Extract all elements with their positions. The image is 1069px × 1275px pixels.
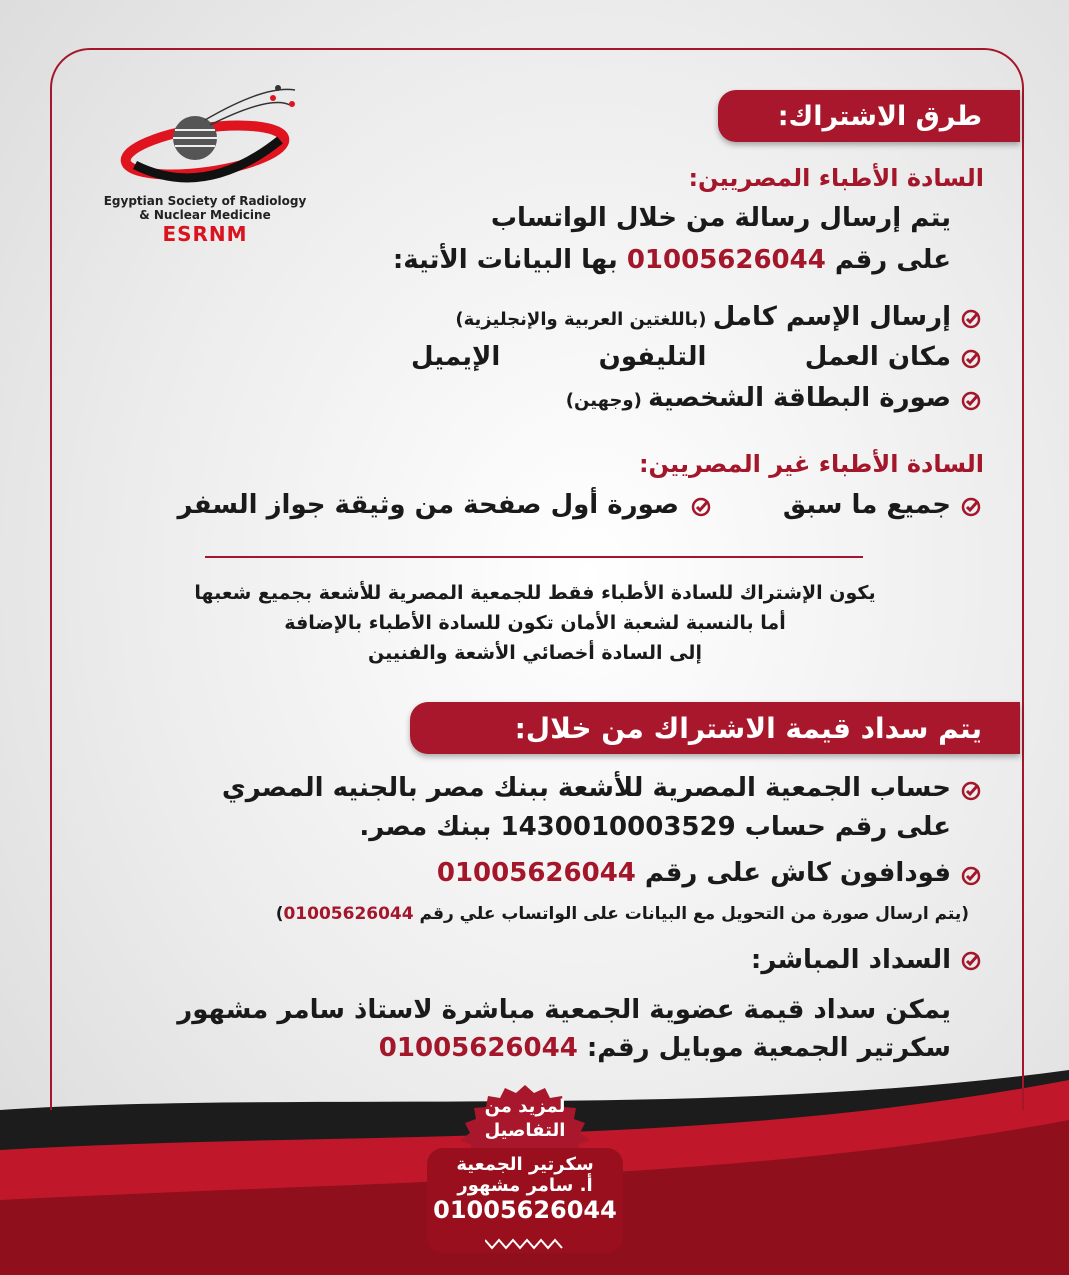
item-email: الإيميل [411,342,501,372]
notice-text [100,578,970,668]
contact-phone: 01005626044 [433,1196,617,1224]
intro-text-post: بها البيانات الأتية: [392,245,627,275]
seal-line-1: لمزيد من [484,1096,566,1117]
heading-egyptian-doctors: السادة الأطباء المصريين: [688,164,984,192]
seal-text [458,1095,592,1143]
item-note: (وجهين) [565,390,649,411]
logo-emblem-icon [95,80,315,190]
item-passport: صورة أول صفحة من وثيقة جواز السفر [177,490,679,520]
item-text: صورة البطاقة الشخصية [648,383,951,413]
notice-line: يكون الإشتراك للسادة الأطباء فقط للجمعية المصرية للأشعة بجميع شعبها [194,582,876,604]
transfer-phone: 01005626044 [283,904,414,924]
vodafone-text: فودافون كاش على رقم [635,858,951,888]
heading-foreign-doctors: السادة الأطباء غير المصريين: [638,450,984,478]
direct-payment-heading: السداد المباشر: [750,945,951,975]
item-work: مكان العمل [804,342,951,372]
check-icon [960,780,982,802]
contact-role: سكرتير الجمعية [456,1154,594,1175]
check-icon [960,865,982,887]
contact-name: أ. سامر مشهور [457,1175,593,1196]
transfer-note-end: ) [275,904,284,924]
item-work-phone-email [411,342,951,372]
direct-line-2 [379,1033,951,1063]
zigzag-decoration [485,1238,565,1252]
logo-text-line2: & Nuclear Medicine [139,208,271,222]
section-title-payment [410,702,1020,754]
item-all-above: جميع ما سبق [782,490,951,520]
item-note: (باللغتين العربية والإنجليزية) [455,309,713,330]
vodafone-cash [437,858,951,888]
logo-text-line1: Egyptian Society of Radiology [103,194,307,208]
item-id-card [566,383,951,413]
intro-line-2 [393,245,951,275]
item-phone: التليفون [598,342,707,372]
notice-line: أما بالنسبة لشعبة الأمان تكون للسادة الأطباء بالإضافة [284,612,786,634]
check-icon [960,390,982,412]
transfer-note-text: (يتم ارسال صورة من التحويل مع البيانات على الواتساب علي رقم [413,904,969,924]
section-title-subscription-methods [718,90,1020,142]
transfer-note [276,904,969,924]
notice-line: إلى السادة أخصائي الأشعة والفنيين [368,642,702,664]
item-full-name [455,302,951,332]
item-text: إرسال الإسم كامل [712,302,951,332]
check-icon [960,496,982,518]
section-title-text: طرق الاشتراك: [777,100,982,132]
bank-line-1: حساب الجمعية المصرية للأشعة ببنك مصر بالجنيه المصري [221,773,951,803]
divider [205,556,863,558]
seal-line-2: التفاصيل [484,1120,566,1141]
intro-line-1: يتم إرسال رسالة من خلال الواتساب [490,203,951,233]
intro-text: على رقم [825,245,951,275]
logo-abbr: ESRNM [162,222,248,246]
esrnm-logo [95,80,315,246]
check-icon [690,496,712,518]
vodafone-phone: 01005626044 [436,858,636,888]
check-icon [960,950,982,972]
direct-line-1: يمكن سداد قيمة عضوية الجمعية مباشرة لاستاذ سامر مشهور [177,995,951,1025]
bank-line-2: على رقم حساب 1430010003529 ببنك مصر. [359,812,951,842]
section-title-text: يتم سداد قيمة الاشتراك من خلال: [514,711,982,745]
check-icon [960,308,982,330]
direct-text: سكرتير الجمعية موبايل رقم: [577,1033,951,1063]
direct-phone: 01005626044 [378,1033,578,1063]
whatsapp-phone: 01005626044 [626,245,826,275]
check-icon [960,348,982,370]
